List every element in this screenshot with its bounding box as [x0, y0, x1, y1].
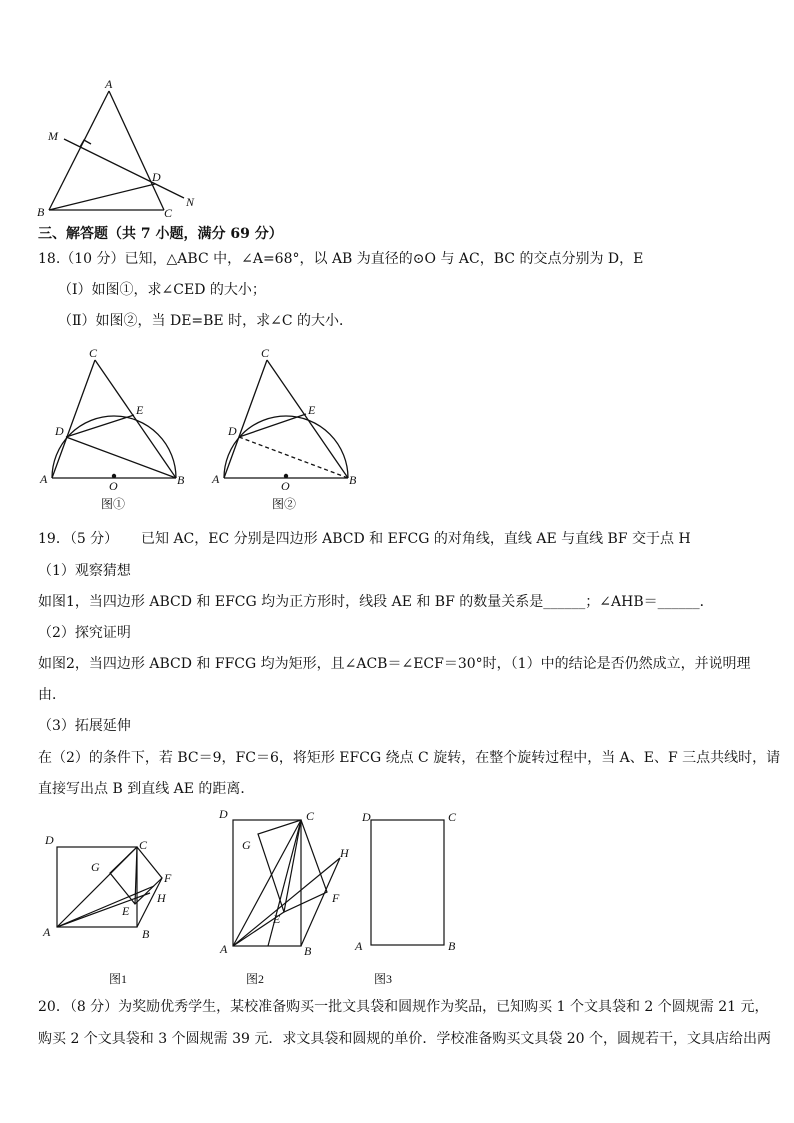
label-o: O: [109, 479, 118, 493]
label-f: F: [164, 871, 172, 885]
caption-fig2: 图2: [246, 972, 265, 986]
q19-number: 19．（5 分）: [38, 531, 119, 547]
label-d: D: [55, 424, 64, 438]
label-d: D: [45, 833, 54, 847]
q20-line2: 购买 2 个文具袋和 3 个圆规需 39 元．求文具袋和圆规的单价．学校准备购买文具袋 20 个，圆规若干，文具店给出两: [38, 1031, 772, 1047]
label-b: B: [304, 944, 312, 958]
label-a: A: [43, 925, 51, 939]
label-d: D: [228, 424, 237, 438]
label-c: C: [139, 838, 148, 852]
label-g: G: [242, 838, 251, 852]
rectangle-abcd: [371, 820, 444, 945]
q19-part2-line2: 由．: [38, 687, 66, 703]
label-b: B: [349, 473, 357, 487]
label-d: D: [219, 807, 228, 821]
q19-part2-line1: 如图2，当四边形 ABCD 和 FFCG 均为矩形，且∠ACB＝∠ECF＝30°时，（1）中的结论是否仍然成立，并说明理: [38, 656, 751, 672]
label-e: E: [273, 912, 281, 926]
label-m: M: [48, 129, 58, 143]
q19-heading2: （2）探究证明: [38, 625, 131, 641]
q19-part3-line1: 在（2）的条件下，若 BC＝9，FC＝6，将矩形 EFCG 绕点 C 旋转，在整个旋转过程中，当 A、E、F 三点共线时，请: [38, 750, 781, 766]
q18-part1: （Ⅰ）如图①，求∠CED 的大小；: [58, 282, 266, 298]
label-e: E: [308, 403, 316, 417]
label-c: C: [164, 206, 173, 220]
label-b: B: [37, 205, 45, 219]
label-c: C: [89, 346, 98, 360]
caption-fig2: 图②: [272, 497, 297, 511]
label-c: C: [448, 810, 457, 824]
q19-part3-line2: 直接写出点 B 到直线 AE 的距离．: [38, 781, 255, 797]
label-d: D: [362, 810, 371, 824]
label-a: A: [105, 77, 113, 91]
caption-fig3: 图3: [374, 972, 393, 986]
label-h: H: [157, 891, 166, 905]
section-heading: 三、解答题（共 7 小题，满分 69 分）: [38, 226, 283, 242]
label-c: C: [306, 809, 315, 823]
label-e: E: [136, 403, 144, 417]
label-f: F: [332, 891, 340, 905]
label-d: D: [152, 170, 161, 184]
label-b: B: [177, 473, 185, 487]
label-n: N: [186, 195, 195, 209]
q20-line1: 20．（8 分）为奖励优秀学生，某校准备购买一批文具袋和圆规作为奖品，已知购买 1 个文具袋和 2 个圆规需 21 元，: [38, 999, 769, 1015]
label-c: C: [261, 346, 270, 360]
q18-part2: （Ⅱ）如图②，当 DE=BE 时，求∠C 的大小．: [58, 313, 353, 329]
q19-part1: 如图1，当四边形 ABCD 和 EFCG 均为正方形时，线段 AE 和 BF 的数量关系是______；∠AHB＝______．: [38, 594, 714, 610]
q18-stem: 18.（10 分）已知，△ABC 中，∠A=68°，以 AB 为直径的⊙O 与 AC，BC 的交点分别为 D，E: [38, 251, 644, 267]
q19-heading1: （1）观察猜想: [38, 563, 131, 579]
label-o: O: [281, 479, 290, 493]
label-a: A: [355, 939, 363, 953]
label-g: G: [91, 860, 100, 874]
label-a: A: [220, 942, 228, 956]
label-e: E: [122, 904, 130, 918]
q19-heading3: （3）拓展延伸: [38, 718, 131, 734]
q19-stem: 已知 AC，EC 分别是四边形 ABCD 和 EFCG 的对角线，直线 AE 与直线 BF 交于点 H: [141, 531, 691, 547]
label-b: B: [142, 927, 150, 941]
caption-fig1: 图1: [109, 972, 128, 986]
label-a: A: [212, 472, 220, 486]
label-a: A: [40, 472, 48, 486]
caption-fig1: 图①: [101, 497, 126, 511]
label-b: B: [448, 939, 456, 953]
label-h: H: [340, 846, 349, 860]
